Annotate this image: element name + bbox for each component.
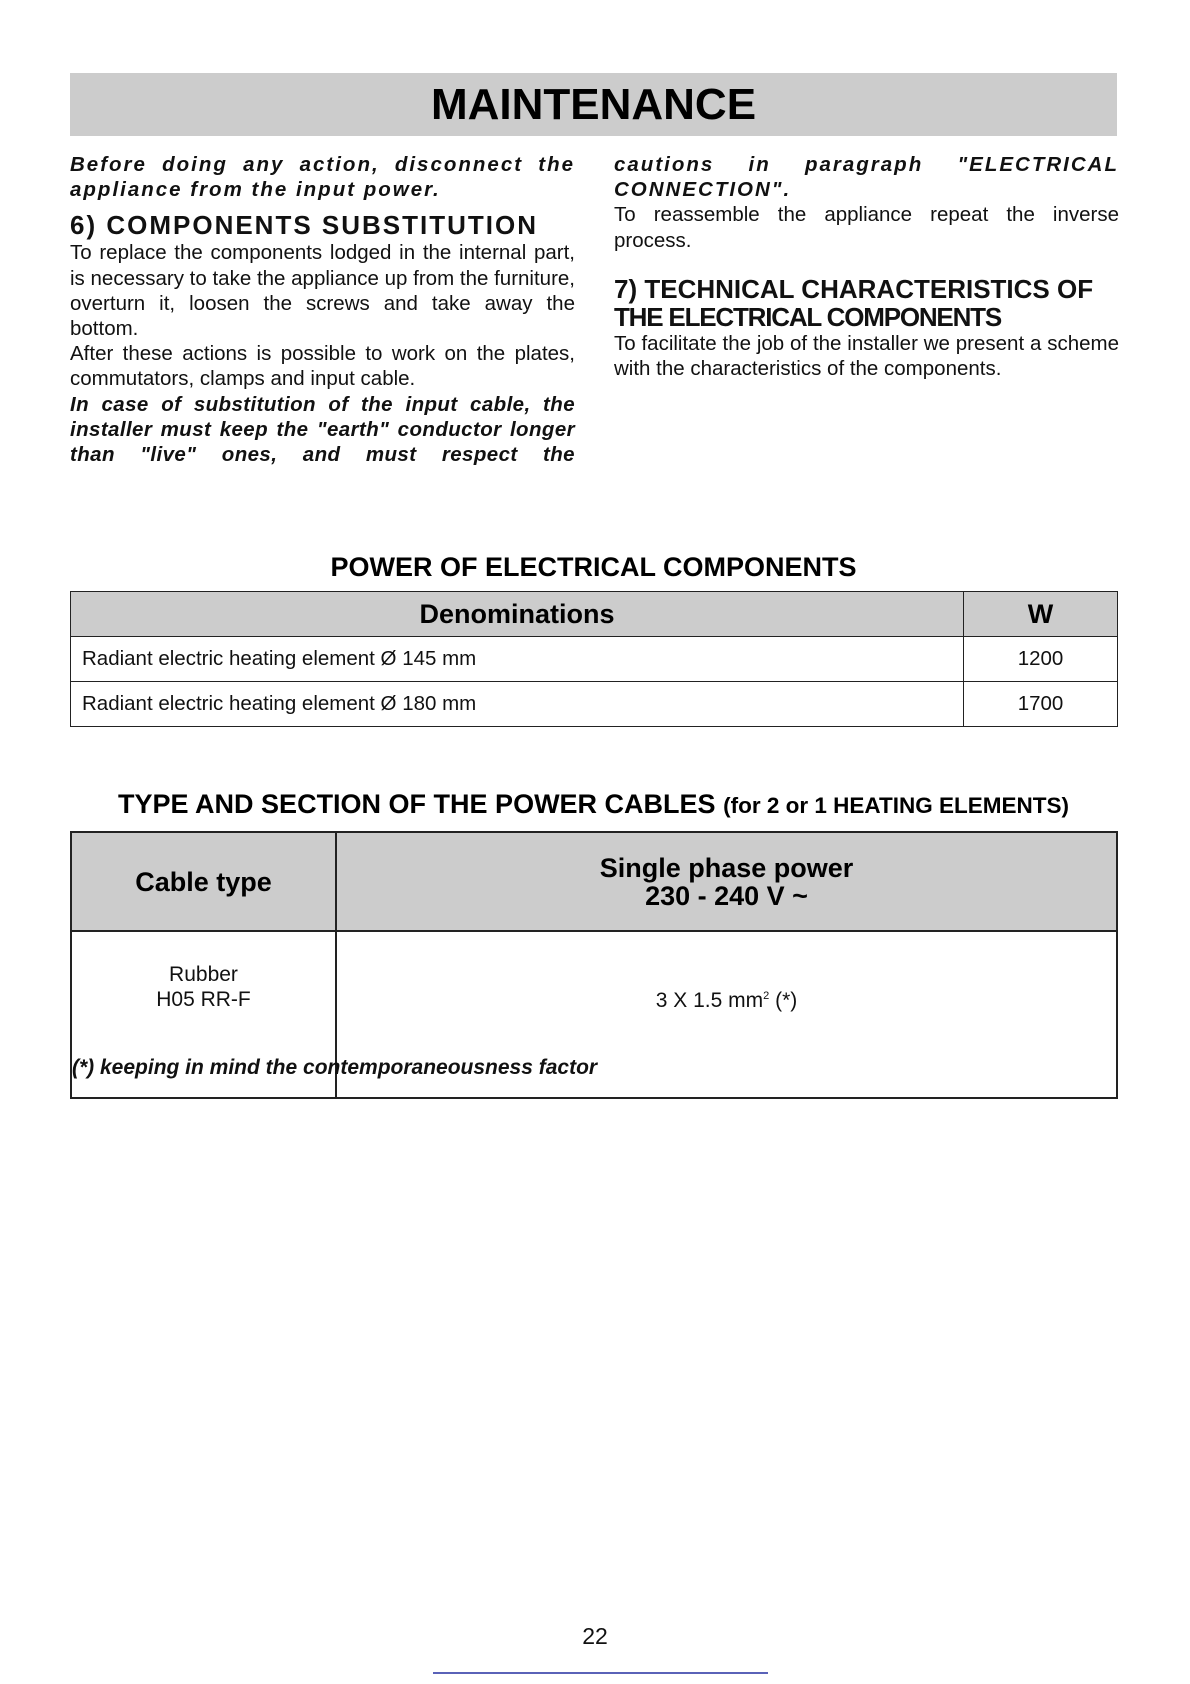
component-power: 1200 [964,637,1118,682]
cable-type-line2: H05 RR-F [156,988,251,1011]
cable-section-value: 3 X 1.5 mm [655,989,764,1012]
cable-type-line1: Rubber [169,963,238,986]
power-table-title: POWER OF ELECTRICAL COMPONENTS [330,552,857,582]
power-header-line2: 230 - 240 V ~ [645,880,808,911]
power-table-header-row [71,592,1118,637]
section7-heading-line1: 7) TECHNICAL CHARACTERISTICS OF [614,273,1094,304]
cable-table-title-sub: (for 2 or 1 HEATING ELEMENTS) [723,793,1069,818]
cable-section-note: (*) [769,989,798,1012]
section6-paragraph-1: To replace the components lodged in the internal part, is necessary to take the appliance up from the furniture, overturn it, loosen the screws and take away the bottom. [70,241,575,341]
page-title: MAINTENANCE [70,73,1117,136]
table-row [71,637,1118,682]
section6-paragraph-2: After these actions is possible to work on the plates, commutators, clamps and input cable. [70,342,575,391]
power-table-header-unit: W [964,592,1118,637]
component-power: 1700 [964,682,1118,727]
footnote: (*) keeping in mind the contemporaneousness factor [72,1056,598,1079]
warning-text: Before doing any action, disconnect the appliance from the input power. [70,153,575,202]
section7-heading-line2: THE ELECTRICAL COMPONENTS [614,301,1001,332]
section6-paragraph-3: In case of substitution of the input cable, the installer must keep the "earth" conductor longer than "live" ones, and must respect the [70,392,575,467]
power-table [70,591,1118,727]
component-name: Radiant electric heating element Ø 180 mm [71,682,964,727]
power-table-header-denominations: Denominations [71,592,964,637]
page-number: 22 [582,1623,608,1649]
left-column [70,152,575,467]
bottom-divider [433,1672,768,1674]
cable-type-header: Cable type [71,832,336,931]
table-row [71,682,1118,727]
cable-table-header-row [71,832,1117,931]
single-phase-power-header [336,832,1117,931]
right-column [614,152,1119,381]
cautions-continued-text: cautions in paragraph "ELECTRICAL CONNECTION". [614,153,1119,202]
component-name: Radiant electric heating element Ø 145 mm [71,637,964,682]
reassemble-text: To reassemble the appliance repeat the inverse process. [614,203,1119,252]
power-header-line1: Single phase power [599,852,854,883]
section7-heading [614,275,1119,331]
section6-heading: 6) COMPONENTS SUBSTITUTION [70,210,539,241]
cable-section-superscript: 2 [763,990,770,1002]
section7-paragraph: To facilitate the job of the installer we present a scheme with the characteristics of the components. [614,331,1119,381]
cable-table-title-main: TYPE AND SECTION OF THE POWER CABLES [118,789,716,819]
cable-table-title [70,789,1117,820]
